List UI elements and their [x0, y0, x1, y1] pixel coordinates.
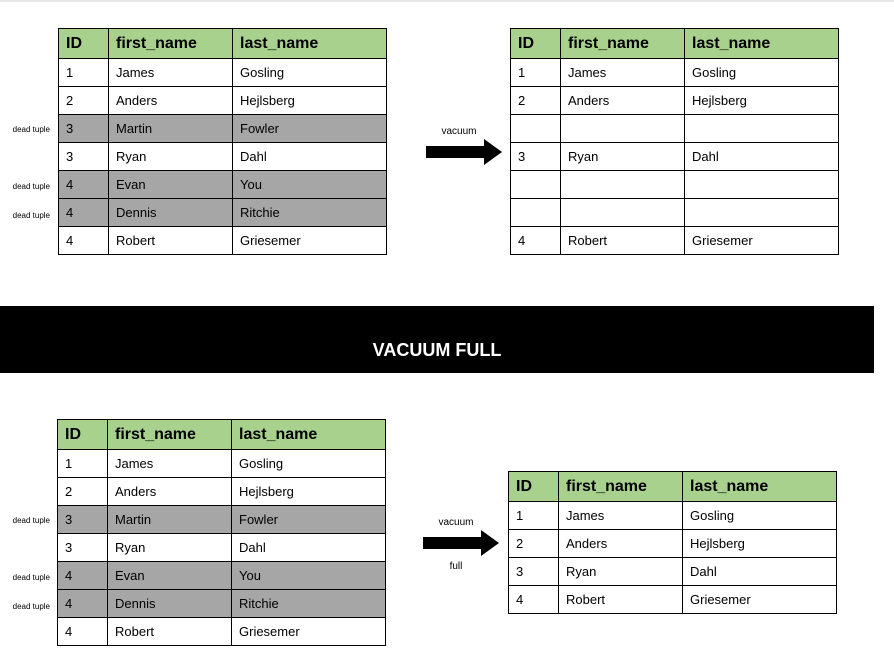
cell-id: 3: [58, 506, 108, 534]
cell-id: 1: [59, 59, 109, 87]
table-row: [511, 59, 839, 87]
cell-first-name: Dennis: [109, 199, 233, 227]
cell-first-name: Robert: [108, 618, 232, 646]
cell-last-name: Fowler: [232, 506, 386, 534]
cell-id: 4: [509, 586, 559, 614]
table-row: [509, 558, 837, 586]
arrow-right-icon: [426, 139, 502, 165]
cell-first-name: Robert: [561, 227, 685, 255]
table-row: [58, 618, 386, 646]
cell-last-name: Griesemer: [683, 586, 837, 614]
arrow-right-icon: [423, 530, 499, 556]
cell-id: 4: [58, 590, 108, 618]
cell-last-name: Dahl: [683, 558, 837, 586]
table-row: [511, 227, 839, 255]
cell-first-name: [561, 199, 685, 227]
cell-id: 4: [511, 227, 561, 255]
cell-id: 2: [509, 530, 559, 558]
cell-first-name: Martin: [109, 115, 233, 143]
vacuum-label: vacuum: [441, 126, 477, 137]
dead-tuple-label: dead tuple: [12, 182, 50, 191]
cell-last-name: Dahl: [233, 143, 387, 171]
col-header-first-name: first_name: [108, 420, 232, 450]
cell-id: 2: [59, 87, 109, 115]
cell-first-name: Anders: [559, 530, 683, 558]
top-rule: [0, 0, 894, 2]
cell-last-name: Dahl: [232, 534, 386, 562]
dead-tuple-row: [59, 199, 387, 227]
cell-last-name: Fowler: [233, 115, 387, 143]
cell-last-name: Gosling: [232, 450, 386, 478]
vacuum-full-banner: VACUUM FULL: [0, 306, 874, 373]
col-header-last-name: last_name: [233, 29, 387, 59]
cell-last-name: [685, 171, 839, 199]
cell-first-name: Evan: [108, 562, 232, 590]
cell-last-name: [685, 115, 839, 143]
cell-id: 4: [59, 171, 109, 199]
dead-tuple-row: [58, 562, 386, 590]
cell-last-name: Hejlsberg: [683, 530, 837, 558]
table-row: [58, 478, 386, 506]
cell-id: 3: [511, 143, 561, 171]
table-row: [58, 534, 386, 562]
cell-id: 1: [58, 450, 108, 478]
table-row: [59, 59, 387, 87]
col-header-id: ID: [511, 29, 561, 59]
table-row: [509, 586, 837, 614]
cell-last-name: Gosling: [233, 59, 387, 87]
cell-first-name: [561, 115, 685, 143]
cell-first-name: Ryan: [109, 143, 233, 171]
table-row: [511, 171, 839, 199]
cell-first-name: Ryan: [108, 534, 232, 562]
cell-last-name: Griesemer: [685, 227, 839, 255]
cell-id: 4: [59, 227, 109, 255]
cell-last-name: Ritchie: [233, 199, 387, 227]
cell-last-name: Griesemer: [233, 227, 387, 255]
cell-id: [511, 199, 561, 227]
col-header-first-name: first_name: [561, 29, 685, 59]
cell-id: 4: [58, 562, 108, 590]
col-header-first-name: first_name: [109, 29, 233, 59]
dead-tuple-row: [59, 115, 387, 143]
cell-last-name: You: [232, 562, 386, 590]
dead-tuple-label: dead tuple: [12, 211, 50, 220]
vacuum-full-label-top: vacuum: [438, 517, 474, 528]
cell-id: 1: [511, 59, 561, 87]
cell-first-name: Dennis: [108, 590, 232, 618]
vacuum-after-table: [510, 28, 839, 255]
cell-last-name: Hejlsberg: [232, 478, 386, 506]
cell-id: [511, 171, 561, 199]
cell-last-name: Dahl: [685, 143, 839, 171]
col-header-id: ID: [509, 472, 559, 502]
table-row: [59, 227, 387, 255]
cell-first-name: Anders: [561, 87, 685, 115]
col-header-first-name: first_name: [559, 472, 683, 502]
table-row: [511, 143, 839, 171]
cell-first-name: Anders: [108, 478, 232, 506]
cell-last-name: Hejlsberg: [685, 87, 839, 115]
cell-first-name: Evan: [109, 171, 233, 199]
cell-first-name: Anders: [109, 87, 233, 115]
cell-id: 1: [509, 502, 559, 530]
table-row: [59, 143, 387, 171]
vacuum-before-table: [58, 28, 387, 255]
cell-last-name: [685, 199, 839, 227]
table-row: [509, 530, 837, 558]
cell-first-name: James: [561, 59, 685, 87]
cell-id: 3: [59, 115, 109, 143]
dead-tuple-label: dead tuple: [12, 516, 50, 525]
cell-id: 2: [511, 87, 561, 115]
vacuum-full-after-table: [508, 471, 837, 614]
cell-id: 2: [58, 478, 108, 506]
header-row: [58, 420, 386, 450]
cell-first-name: James: [109, 59, 233, 87]
col-header-id: ID: [58, 420, 108, 450]
cell-first-name: Robert: [109, 227, 233, 255]
col-header-id: ID: [59, 29, 109, 59]
table-row: [511, 199, 839, 227]
dead-tuple-row: [58, 506, 386, 534]
header-row: [511, 29, 839, 59]
table-row: [511, 115, 839, 143]
table-row: [59, 87, 387, 115]
cell-last-name: You: [233, 171, 387, 199]
cell-id: [511, 115, 561, 143]
cell-id: 4: [59, 199, 109, 227]
dead-tuple-label: dead tuple: [12, 602, 50, 611]
dead-tuple-label: dead tuple: [12, 125, 50, 134]
table-row: [511, 87, 839, 115]
header-row: [509, 472, 837, 502]
cell-id: 3: [58, 534, 108, 562]
col-header-last-name: last_name: [685, 29, 839, 59]
dead-tuple-row: [59, 171, 387, 199]
vacuum-full-before-table: [57, 419, 386, 646]
vacuum-full-label-bottom: full: [449, 561, 463, 572]
cell-last-name: Hejlsberg: [233, 87, 387, 115]
col-header-last-name: last_name: [232, 420, 386, 450]
cell-first-name: James: [559, 502, 683, 530]
cell-first-name: Robert: [559, 586, 683, 614]
cell-id: 4: [58, 618, 108, 646]
cell-last-name: Gosling: [683, 502, 837, 530]
cell-first-name: James: [108, 450, 232, 478]
cell-first-name: Martin: [108, 506, 232, 534]
cell-last-name: Griesemer: [232, 618, 386, 646]
table-row: [58, 450, 386, 478]
cell-last-name: Ritchie: [232, 590, 386, 618]
cell-first-name: [561, 171, 685, 199]
header-row: [59, 29, 387, 59]
dead-tuple-label: dead tuple: [12, 573, 50, 582]
cell-first-name: Ryan: [561, 143, 685, 171]
dead-tuple-row: [58, 590, 386, 618]
cell-first-name: Ryan: [559, 558, 683, 586]
cell-id: 3: [509, 558, 559, 586]
table-row: [509, 502, 837, 530]
cell-id: 3: [59, 143, 109, 171]
col-header-last-name: last_name: [683, 472, 837, 502]
cell-last-name: Gosling: [685, 59, 839, 87]
